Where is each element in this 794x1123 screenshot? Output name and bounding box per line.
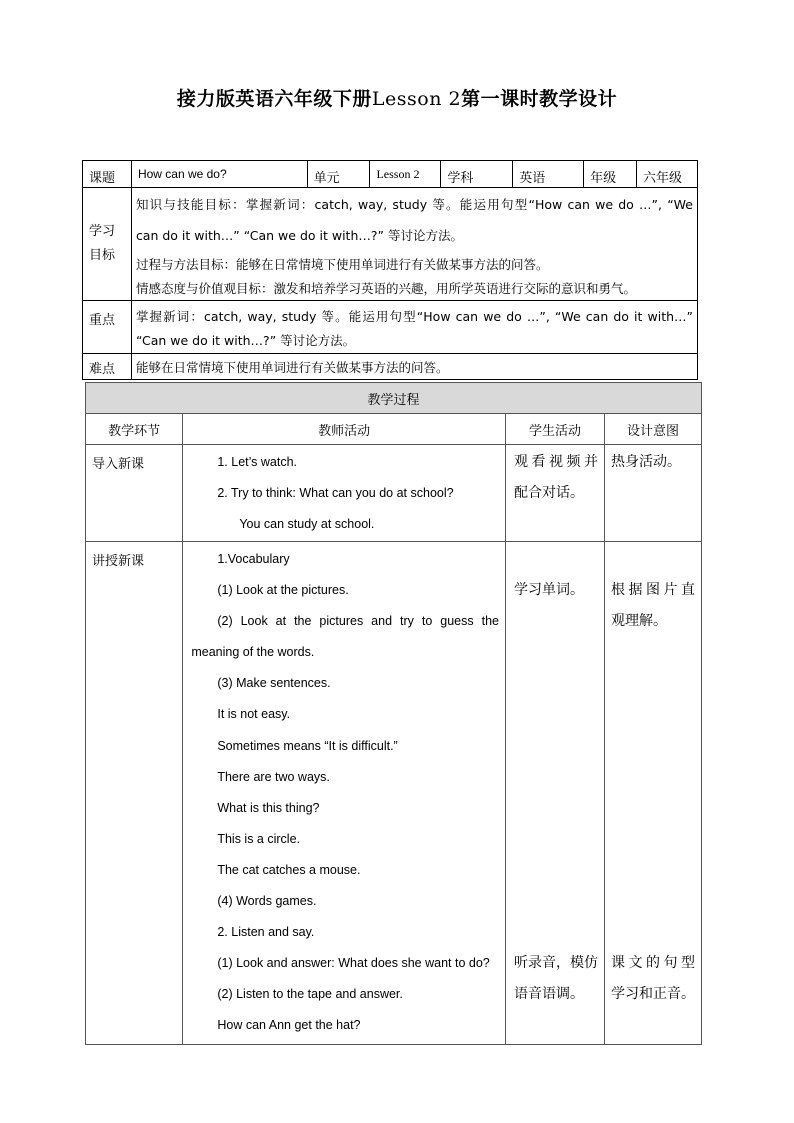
teacher-new-line: (3) Make sentences. [217,676,331,691]
intent-new-vocab-line1: 根据图片直 [610,582,695,599]
teacher-new-line: meaning of the words. [191,645,315,660]
subject-value: 英语 [513,161,584,188]
key-points-row [83,301,698,354]
document-title [0,84,794,111]
key-points-content [131,301,697,354]
student-new-listen-line1: 听录音，模仿 [513,955,598,972]
teacher-new-line: What is this thing? [217,800,320,815]
header-stage: 教学环节 [86,414,183,445]
title-cn-suffix: 第一课时教学设计 [461,88,618,110]
process-row-new [86,542,702,1045]
student-intro [505,445,604,542]
key-line-2: “Can we do it with…?” 等讨论方法。 [135,333,356,348]
teacher-new-line: Sometimes means “It is difficult.” [217,738,398,753]
goals-content [131,188,697,301]
process-title: 教学过程 [86,383,702,414]
teacher-new-line: This is a circle. [217,831,300,846]
student-intro-line1: 观看视频并 [513,454,598,470]
intent-new [604,542,701,1045]
grade-value: 六年级 [637,161,698,188]
teacher-new-line: (2) Listen to the tape and answer. [217,987,403,1002]
key-line-1: 掌握新词：catch, way, study 等。能运用句型“How can we do …”, “We can do it with…” [135,309,693,324]
key-points-label: 重点 [83,301,132,354]
goals-label-line1: 学习 [89,224,116,239]
info-header-row [83,161,698,188]
teacher-new-line: It is not easy. [217,707,291,722]
teacher-new-line: (1) Look and answer: What does she want to do? [217,956,490,971]
teacher-intro-line: You can study at school. [239,517,375,532]
teacher-new-line: The cat catches a mouse. [217,862,361,877]
goals-label [83,188,132,301]
goal-line-1: 知识与技能目标：掌握新词：catch, way, study 等。能运用句型“How can we do …”, “We [135,197,693,212]
teacher-new-line: 2. Listen and say. [217,925,315,940]
unit-label: 单元 [307,161,370,188]
teacher-new-line: How can Ann get the hat? [217,1018,361,1033]
teacher-intro-line: 1. Let’s watch. [217,455,298,469]
intent-new-listen-line2: 学习和正音。 [610,986,695,1003]
header-teacher: 教师活动 [183,414,506,445]
grade-label: 年级 [584,161,637,188]
difficult-points-content: 能够在日常情境下使用单词进行有关做某事方法的问答。 [131,354,697,380]
topic-label: 课题 [83,161,132,188]
goals-label-line2: 目标 [89,248,116,263]
stage-intro: 导入新课 [86,445,183,542]
intent-new-listen-line1: 课文的句型 [610,955,695,972]
teacher-new-line: (1) Look at the pictures. [217,583,349,598]
teacher-new-line: (2) Look at the pictures and try to guess the [217,614,499,629]
header-intent: 设计意图 [604,414,701,445]
header-student: 学生活动 [505,414,604,445]
topic-value: How can we do? [131,161,307,188]
intent-intro-line: 热身活动。 [610,454,681,470]
student-new [505,542,604,1045]
lesson-info-table [82,160,698,380]
difficult-points-label: 难点 [83,354,132,380]
teacher-new [183,542,506,1045]
subject-label: 学科 [441,161,513,188]
difficult-points-row [83,354,698,380]
goals-row [83,188,698,301]
process-header-row [86,414,702,445]
goal-line-4: 情感态度与价值观目标：激发和培养学习英语的兴趣，用所学英语进行交际的意识和勇气。 [135,281,636,296]
process-row-intro [86,445,702,542]
goal-line-2: can do it with…” “Can we do it with…?” 等讨论方法。 [135,228,463,243]
title-cn-prefix: 接力版英语六年级下册 [176,88,372,110]
teacher-intro-line: 2. Try to think: What can you do at school? [217,486,454,501]
teacher-new-line: There are two ways. [217,769,330,784]
teacher-new-line: 1.Vocabulary [217,552,290,566]
intent-new-vocab-line2: 观理解。 [610,613,667,630]
student-new-listen-line2: 语音语调。 [513,986,584,1003]
unit-value: Lesson 2 [370,161,441,188]
goal-line-3: 过程与方法目标：能够在日常情境下使用单词进行有关做某事方法的问答。 [135,257,549,272]
student-new-vocab: 学习单词。 [513,582,584,599]
teacher-new-line: (4) Words games. [217,894,317,909]
teaching-process-table [85,382,702,1045]
teacher-intro [183,445,506,542]
student-intro-line2: 配合对话。 [513,485,584,502]
title-lesson: Lesson 2 [371,88,462,110]
intent-intro [604,445,701,542]
stage-new: 讲授新课 [86,542,183,1045]
